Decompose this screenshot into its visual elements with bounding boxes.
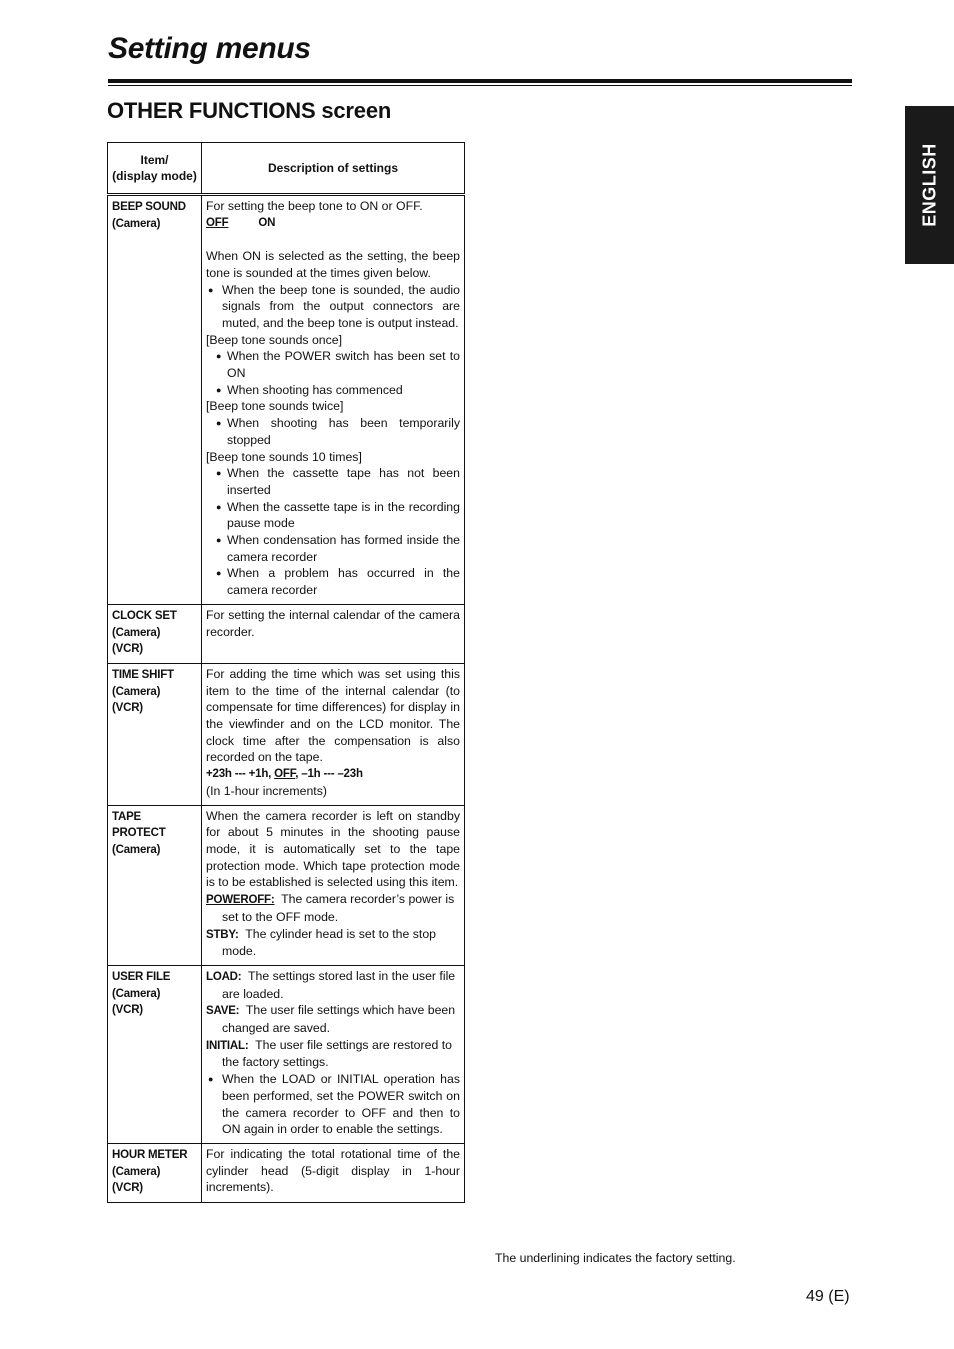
item-name: TAPE PROTECT xyxy=(112,810,166,840)
item-cell-beep-sound xyxy=(108,195,202,605)
language-tab-label: ENGLISH xyxy=(919,143,939,227)
definition-item xyxy=(206,926,460,960)
language-tab xyxy=(905,106,954,264)
item-cell-tape-protect xyxy=(108,805,202,965)
definition-item xyxy=(206,968,460,1002)
bullet-item: ● When the POWER switch has been set to ON xyxy=(206,348,460,381)
desc-cell-user-file xyxy=(202,965,465,1143)
definition-item xyxy=(206,1002,460,1036)
definition-text: The user file settings are restored to the factory settings. xyxy=(222,1037,452,1070)
title-rule-thin xyxy=(108,85,852,86)
table-row xyxy=(108,1143,465,1202)
option-off-default: OFF xyxy=(206,216,229,229)
definition-text: The user file settings which have been changed are saved. xyxy=(222,1003,456,1036)
definition-item xyxy=(206,1037,460,1071)
definition-item xyxy=(206,891,460,925)
range-end: , –1h --- –23h xyxy=(295,768,363,781)
desc-cell-beep-sound xyxy=(202,195,465,605)
header-item-line2: (display mode) xyxy=(112,169,197,183)
item-mode: (VCR) xyxy=(112,643,143,656)
bullet-item: ● When the cassette tape has not been inserted xyxy=(206,465,460,498)
desc-cell-hour-meter xyxy=(202,1143,465,1202)
definition-label: LOAD: xyxy=(206,970,242,983)
settings-table xyxy=(107,142,465,1203)
item-mode: (VCR) xyxy=(112,1182,143,1195)
subheading: [Beep tone sounds 10 times] xyxy=(206,449,362,464)
definition-text: The camera recorder’s power is set to the OFF mode. xyxy=(222,892,455,924)
item-cell-user-file xyxy=(108,965,202,1143)
desc-cell-tape-protect xyxy=(202,805,465,965)
item-name: TIME SHIFT xyxy=(112,668,174,681)
definition-label: SAVE: xyxy=(206,1005,240,1018)
definition-text: The cylinder head is set to the stop mode. xyxy=(222,926,436,959)
footnote: The underlining indicates the factory setting. xyxy=(495,1251,736,1265)
definition-label: INITIAL: xyxy=(206,1039,249,1052)
bullet-item: ● When a problem has occurred in the camera recorder xyxy=(206,565,460,598)
desc-cell-clock-set xyxy=(202,604,465,663)
item-cell-time-shift xyxy=(108,663,202,805)
item-name: USER FILE xyxy=(112,970,171,983)
definition-label-default: POWEROFF: xyxy=(206,894,275,907)
bullet-item: ● When shooting has commenced xyxy=(206,382,460,399)
page-title: Setting menus xyxy=(108,32,311,65)
table-row xyxy=(108,195,465,605)
option-range xyxy=(206,766,460,783)
table-row xyxy=(108,965,465,1143)
item-mode: (Camera) xyxy=(112,217,161,230)
item-mode: (VCR) xyxy=(112,702,143,715)
bullet-item: ● When the cassette tape is in the recording pause mode xyxy=(206,499,460,532)
page-number: 49 (E) xyxy=(806,1288,850,1305)
item-name: HOUR METER xyxy=(112,1148,188,1161)
bullet-item: ● When the beep tone is sounded, the audio signals from the output connectors are muted, and the beep tone is output instead. xyxy=(206,282,460,332)
bullet-item: ● When the LOAD or INITIAL operation has been performed, set the POWER switch on the camera recorder to OFF and then to ON again in order to enable the settings. xyxy=(206,1071,460,1138)
item-mode: (Camera) xyxy=(112,987,161,1000)
table-row xyxy=(108,805,465,965)
item-mode: (Camera) xyxy=(112,844,161,856)
range-start: +23h --- +1h, xyxy=(206,768,272,781)
item-name: CLOCK SET xyxy=(112,609,177,622)
header-item-line1: Item/ xyxy=(140,153,169,167)
item-cell-clock-set xyxy=(108,604,202,663)
subheading: [Beep tone sounds twice] xyxy=(206,399,344,414)
desc-text: For indicating the total rotational time of the cylinder head (5-digit display in 1-hour increments). xyxy=(206,1146,460,1195)
item-mode: (Camera) xyxy=(112,626,161,639)
table-row xyxy=(108,663,465,805)
title-rule-thick xyxy=(108,79,852,83)
option-values xyxy=(206,215,460,232)
subheading: [Beep tone sounds once] xyxy=(206,332,343,347)
item-cell-hour-meter xyxy=(108,1143,202,1202)
definition-label: STBY: xyxy=(206,928,239,941)
item-mode: (Camera) xyxy=(112,1165,161,1178)
table-row xyxy=(108,604,465,663)
bullet-item: ● When condensation has formed inside the camera recorder xyxy=(206,532,460,565)
section-title: OTHER FUNCTIONS screen xyxy=(107,98,392,123)
desc-cell-time-shift xyxy=(202,663,465,805)
item-mode: (Camera) xyxy=(112,685,161,698)
desc-text: For adding the time which was set using this item to the time of the internal calendar (to compensate for time differences) for display in the viewfinder and on the LCD monitor. The clock time after the compensation is also recorded on the tape. xyxy=(206,666,460,765)
header-description: Description of settings xyxy=(202,143,465,195)
desc-text: When the camera recorder is left on standby for about 5 minutes in the shooting pause mode, it is automatically set to the tape protection mode. Which tape protection mode is to be established is selected using this item. xyxy=(206,808,460,890)
desc-text: For setting the beep tone to ON or OFF. xyxy=(206,199,423,213)
header-item xyxy=(108,143,202,195)
desc-text: (In 1-hour increments) xyxy=(206,783,327,798)
item-name: BEEP SOUND xyxy=(112,201,186,213)
bullet-item: ● When shooting has been temporarily stopped xyxy=(206,415,460,448)
table-header-row xyxy=(108,143,465,195)
item-mode: (VCR) xyxy=(112,1004,143,1017)
desc-text: For setting the internal calendar of the camera recorder. xyxy=(206,607,460,639)
option-on: ON xyxy=(258,216,276,229)
desc-text: When ON is selected as the setting, the beep tone is sounded at the times given below. xyxy=(206,249,460,280)
option-off-default: OFF xyxy=(274,768,296,781)
definition-text: The settings stored last in the user file are loaded. xyxy=(222,968,456,1001)
